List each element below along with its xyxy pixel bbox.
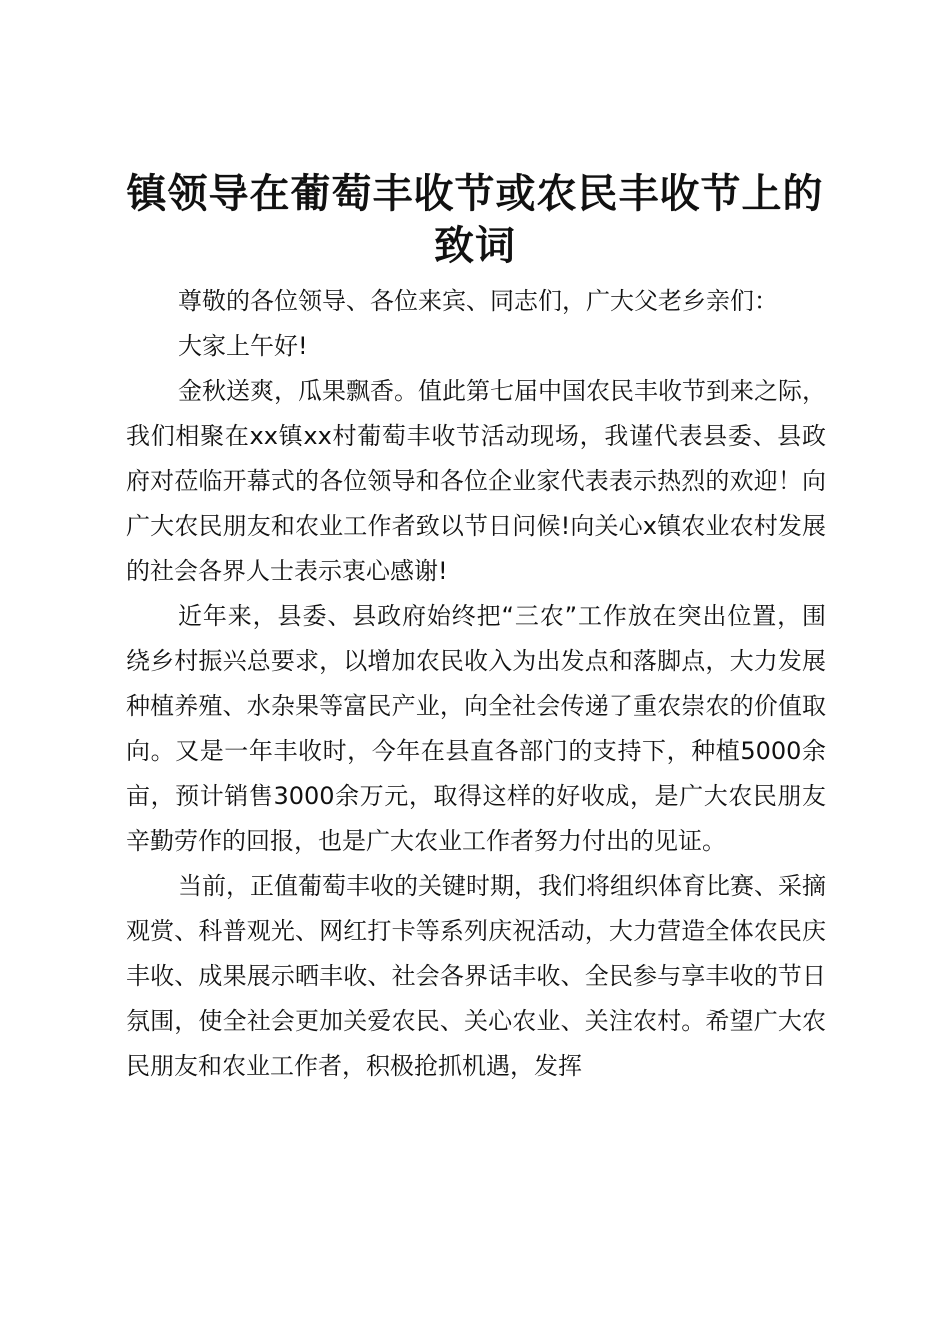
document-title: 镇领导在葡萄丰收节或农民丰收节上的致词 bbox=[126, 170, 824, 269]
body-paragraph: 当前，正值葡萄丰收的关键时期，我们将组织体育比赛、采摘观赏、科普观光、网红打卡等系列庆祝活动，大力营造全体农民庆丰收、成果展示晒丰收、社会各界话丰收、全民参与享丰收的节日氛围，使全社会更加关爱农民、关心农业、关注农村。希望广大农民朋友和农业工作者，积极抢抓机遇，发挥 bbox=[126, 872, 826, 1080]
document-body bbox=[126, 279, 826, 1089]
body-paragraph: 金秋送爽，瓜果飘香。值此第七届中国农民丰收节到来之际，我们相聚在xx镇xx村葡萄丰收节活动现场，我谨代表县委、县政府对莅临开幕式的各位领导和各位企业家代表表示热烈的欢迎！向广大农民朋友和农业工作者致以节日问候!向关心x镇农业农村发展的社会各界人士表示衷心感谢! bbox=[126, 377, 826, 585]
salutation-paragraph: 尊敬的各位领导、各位来宾、同志们，广大父老乡亲们： bbox=[178, 287, 778, 315]
body-paragraph: 近年来，县委、县政府始终把“三农”工作放在突出位置，围绕乡村振兴总要求，以增加农民收入为出发点和落脚点，大力发展种植养殖、水杂果等富民产业，向全社会传递了重农崇农的价值取向。又是一年丰收时，今年在县直各部门的支持下，种植5000余亩，预计销售3000余万元，取得这样的好收成，是广大农民朋友辛勤劳作的回报，也是广大农业工作者努力付出的见证。 bbox=[126, 602, 826, 855]
greeting-paragraph: 大家上午好! bbox=[178, 332, 308, 360]
